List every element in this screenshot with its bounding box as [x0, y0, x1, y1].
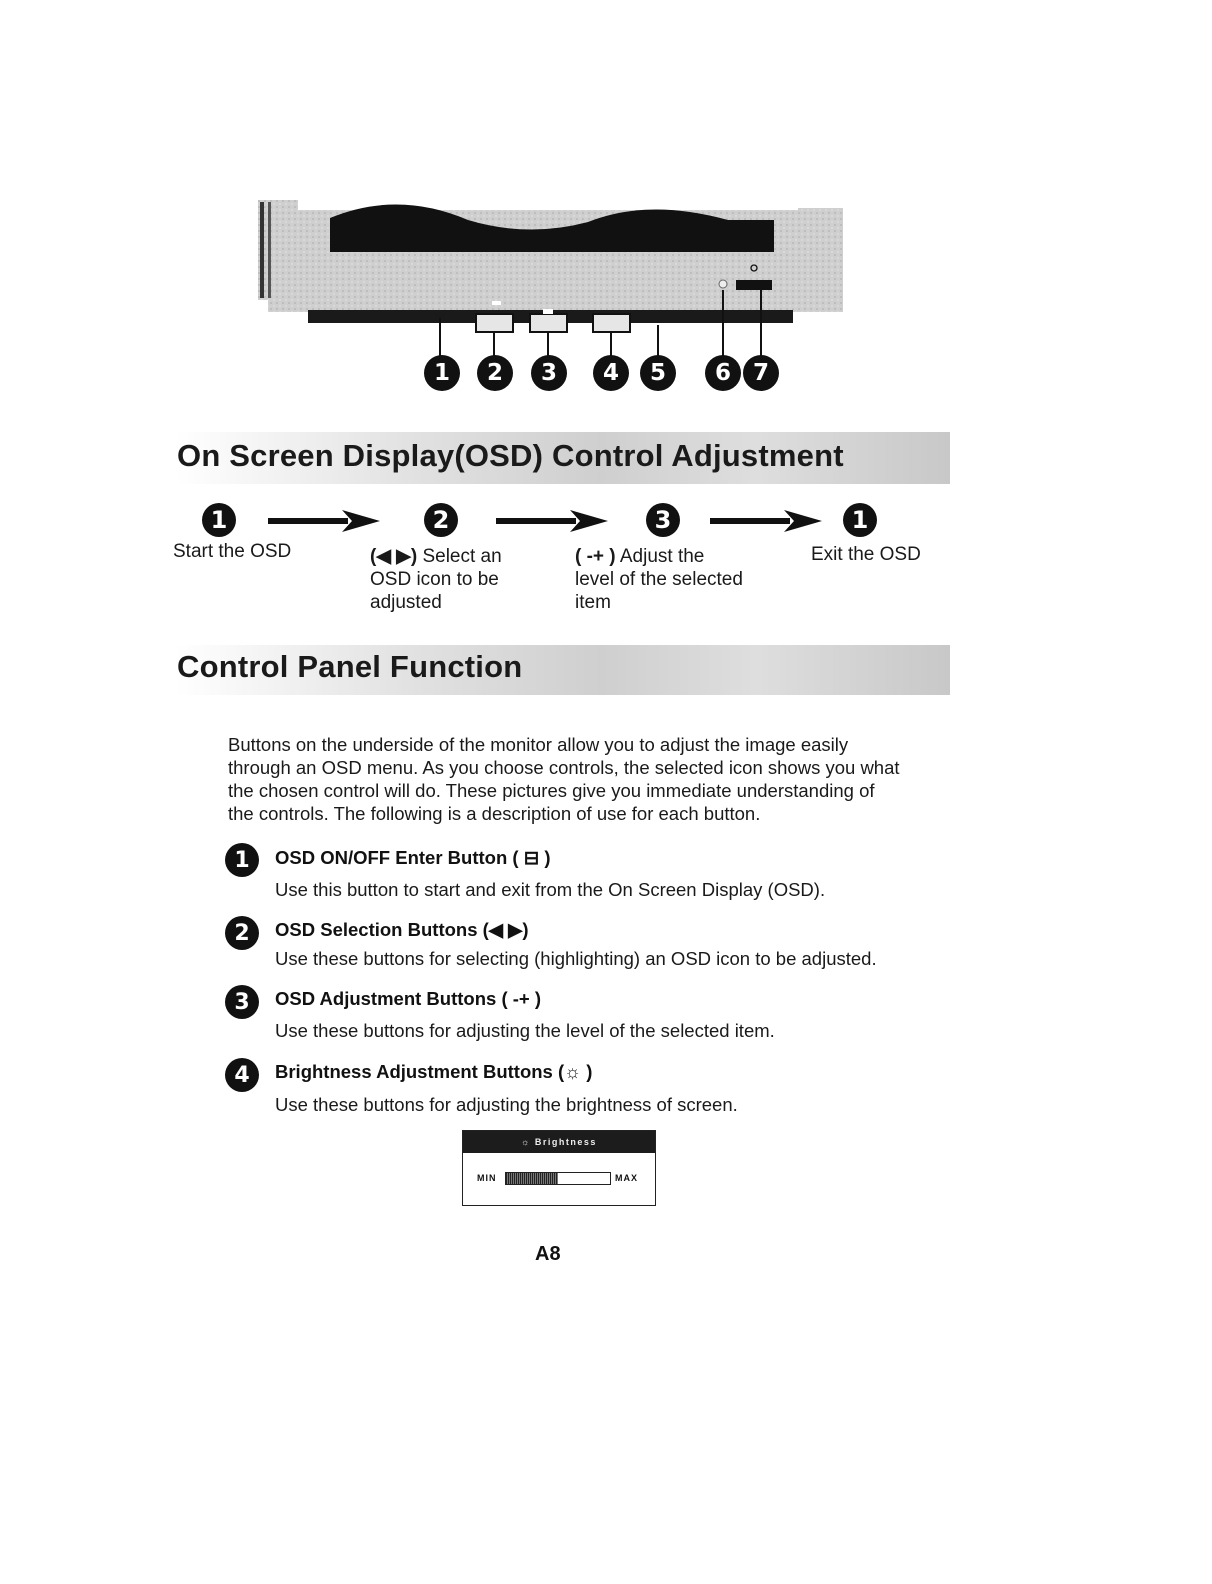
item-3-desc: Use these buttons for adjusting the level of the selected item. — [275, 1020, 775, 1041]
step-2-label — [370, 545, 502, 614]
step-2-symbol: (◀ ▶) — [370, 546, 418, 567]
callout-4: 4 — [593, 355, 629, 391]
step-2-text-line1: Select an — [417, 546, 502, 567]
brightness-level-fill — [506, 1173, 558, 1184]
intro-paragraph — [228, 733, 940, 825]
item-4-number: 4 — [225, 1058, 259, 1092]
item-4-desc: Use these buttons for adjusting the brightness of screen. — [275, 1094, 738, 1115]
osd-window-header: ☼ Brightness — [463, 1131, 655, 1153]
step-2-number: 2 — [424, 503, 458, 537]
callout-3: 3 — [531, 355, 567, 391]
callout-6: 6 — [705, 355, 741, 391]
step-3-symbol: ( -+ ) — [575, 546, 616, 567]
step-3-text-line2: level of the selected — [575, 569, 743, 590]
step-1-number: 1 — [202, 503, 236, 537]
arrow-right-icon — [268, 510, 380, 532]
control-panel-title: Control Panel Function — [177, 649, 523, 684]
item-4-title: Brightness Adjustment Buttons (☼ ) — [275, 1061, 593, 1082]
page-number: A8 — [535, 1243, 561, 1265]
arrow-right-icon — [710, 510, 822, 532]
step-3-number: 3 — [646, 503, 680, 537]
item-3-number: 3 — [225, 985, 259, 1019]
step-2-text-line3: adjusted — [370, 592, 442, 613]
step-4-number: 1 — [843, 503, 877, 537]
step-1-label: Start the OSD — [173, 541, 292, 562]
callout-5: 5 — [640, 355, 676, 391]
intro-line: through an OSD menu. As you choose controls, the selected icon shows you what — [228, 757, 900, 778]
arrow-right-icon — [496, 510, 608, 532]
step-2-text-line2: OSD icon to be — [370, 569, 499, 590]
step-3-text-line1: Adjust the — [615, 546, 705, 567]
item-1-title: OSD ON/OFF Enter Button ( ⊟ ) — [275, 847, 551, 868]
step-3-label — [575, 545, 743, 614]
osd-section-title: On Screen Display(OSD) Control Adjustment — [177, 438, 844, 473]
control-panel-banner — [175, 645, 950, 695]
intro-line: Buttons on the underside of the monitor allow you to adjust the image easily — [228, 734, 849, 755]
item-2-desc: Use these buttons for selecting (highlighting) an OSD icon to be adjusted. — [275, 948, 877, 969]
osd-section-banner — [175, 432, 950, 484]
intro-line: the controls. The following is a description of use for each button. — [228, 803, 761, 824]
item-3-title: OSD Adjustment Buttons ( -+ ) — [275, 988, 542, 1009]
item-1-desc: Use this button to start and exit from the On Screen Display (OSD). — [275, 879, 826, 900]
item-2-title: OSD Selection Buttons (◀ ▶) — [275, 919, 529, 940]
item-2-number: 2 — [225, 916, 259, 950]
callout-1: 1 — [424, 355, 460, 391]
intro-line: the chosen control will do. These pictures give you immediate understanding of — [228, 780, 875, 801]
callout-2: 2 — [477, 355, 513, 391]
osd-min-label: MIN — [477, 1173, 497, 1183]
item-1-number: 1 — [225, 843, 259, 877]
step-3-text-line3: item — [575, 592, 611, 613]
osd-max-label: MAX — [615, 1173, 638, 1183]
osd-brightness-window — [462, 1130, 656, 1206]
brightness-level-bar — [505, 1172, 611, 1185]
callout-7: 7 — [743, 355, 779, 391]
step-4-label: Exit the OSD — [811, 544, 921, 565]
